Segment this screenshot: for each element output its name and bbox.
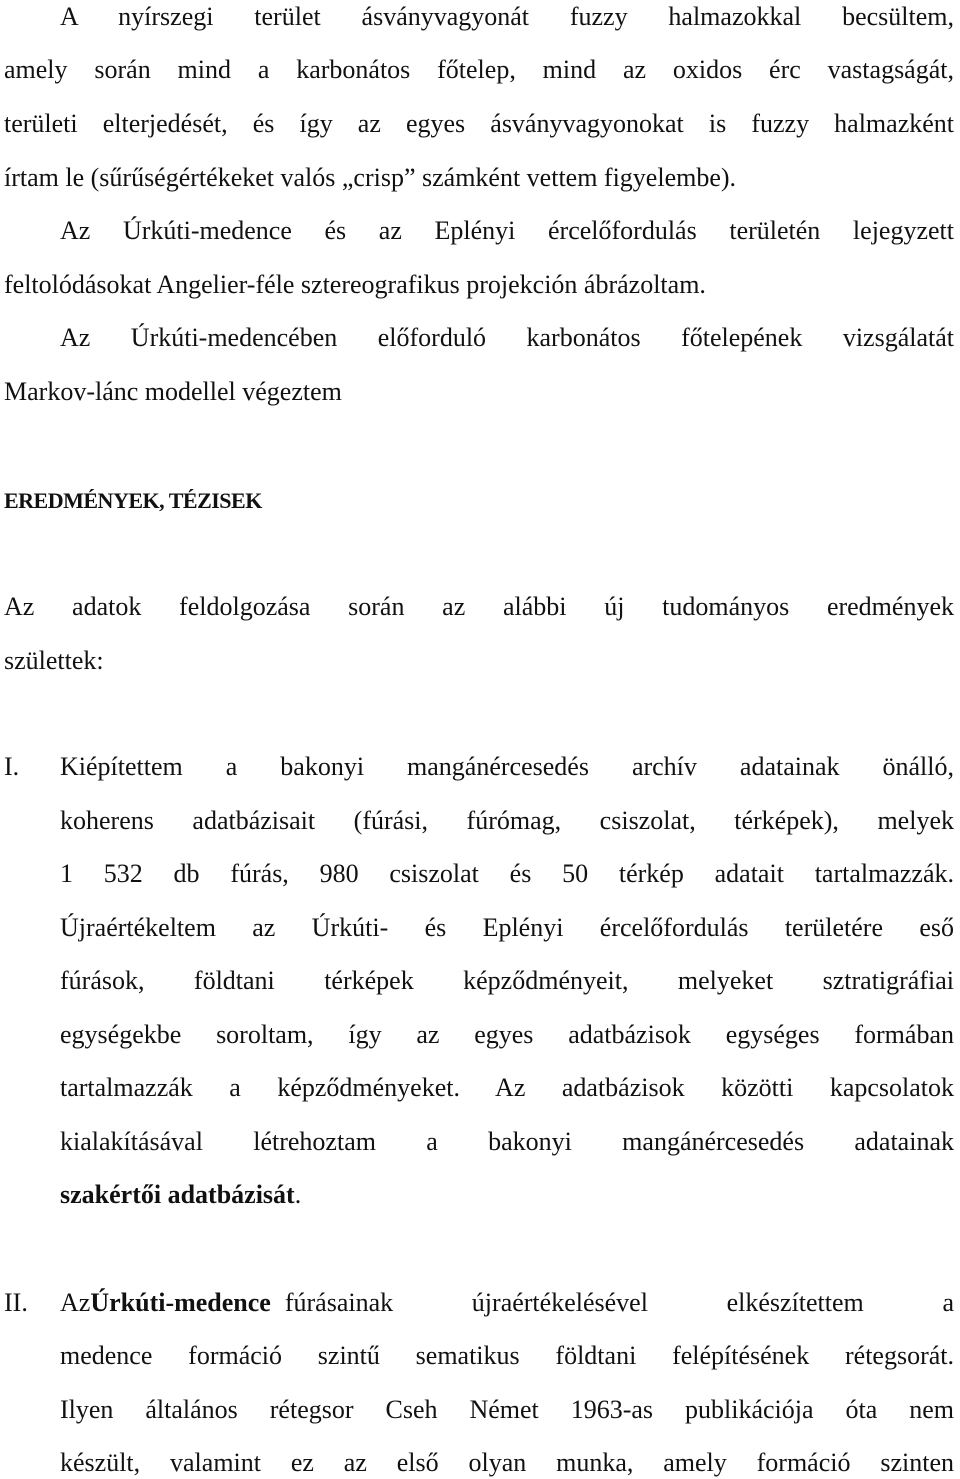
thesis-2-number: II. — [4, 1288, 28, 1317]
thesis-1-bold-term: szakértői adatbázisát — [60, 1180, 295, 1209]
intro-line-1: A nyírszegi terület ásványvagyonát fuzzy halmazokkal becsültem, — [60, 2, 954, 31]
results-intro-line-1: Az adatok feldolgozása során az alábbi új tudományos eredmények — [4, 592, 954, 621]
thesis-2-line-1 — [60, 1288, 954, 1318]
thesis-2-bold-term: Úrkúti-medence — [90, 1288, 271, 1317]
thesis-1-line-9 — [60, 1180, 954, 1210]
thesis-2-line-4: készült, valamint ez az első olyan munka, amely formáció szinten — [60, 1448, 954, 1477]
intro-line-8: Markov-lánc modellel végeztem — [4, 377, 342, 406]
thesis-1-line-8: kialakításával létrehoztam a bakonyi mangánércesedés adatainak — [60, 1127, 954, 1156]
thesis-2-first-post: fúrásainak újraértékelésével elkészítettem a — [284, 1288, 954, 1317]
intro-line-3: területi elterjedését, és így az egyes ásványvagyonokat is fuzzy halmazként — [4, 109, 954, 138]
thesis-1-line-5: fúrások, földtani térképek képződményeit, melyeket sztratigráfiai — [60, 966, 954, 995]
thesis-2-first-pre: Az — [60, 1288, 91, 1317]
section-heading: EREDMÉNYEK, TÉZISEK — [4, 488, 262, 513]
intro-line-6: feltolódásokat Angelier-féle sztereografikus projekción ábrázoltam. — [4, 270, 706, 299]
intro-line-5: Az Úrkúti-medence és az Eplényi ércelőfordulás területén lejegyzett — [60, 216, 954, 245]
thesis-1-line-6: egységekbe soroltam, így az egyes adatbázisok egységes formában — [60, 1020, 954, 1049]
thesis-2-line-2: medence formáció szintű sematikus földtani felépítésének rétegsorát. — [60, 1341, 954, 1370]
thesis-1-line-1: Kiépítettem a bakonyi mangánércesedés archív adatainak önálló, — [60, 752, 954, 781]
intro-line-4: írtam le (sűrűségértékeket valós „crisp” számként vettem figyelembe). — [4, 163, 737, 192]
thesis-1-line-4: Újraértékeltem az Úrkúti- és Eplényi ércelőfordulás területére eső — [60, 913, 954, 942]
thesis-1-line-7: tartalmazzák a képződményeket. Az adatbázisok közötti kapcsolatok — [60, 1073, 954, 1102]
thesis-1-number: I. — [4, 752, 20, 781]
thesis-2-line-3: Ilyen általános rétegsor Cseh Német 1963-as publikációja óta nem — [60, 1395, 954, 1424]
thesis-1-tail: . — [294, 1180, 302, 1209]
thesis-1-line-3: 1 532 db fúrás, 980 csiszolat és 50 térkép adatait tartalmazzák. — [60, 859, 954, 888]
results-intro-line-2: születtek: — [4, 646, 104, 675]
intro-line-2: amely során mind a karbonátos főtelep, mind az oxidos érc vastagságát, — [4, 55, 954, 84]
thesis-1-line-2: koherens adatbázisait (fúrási, fúrómag, csiszolat, térképek), melyek — [60, 806, 954, 835]
intro-line-7: Az Úrkúti-medencében előforduló karbonátos főtelepének vizsgálatát — [60, 323, 954, 352]
